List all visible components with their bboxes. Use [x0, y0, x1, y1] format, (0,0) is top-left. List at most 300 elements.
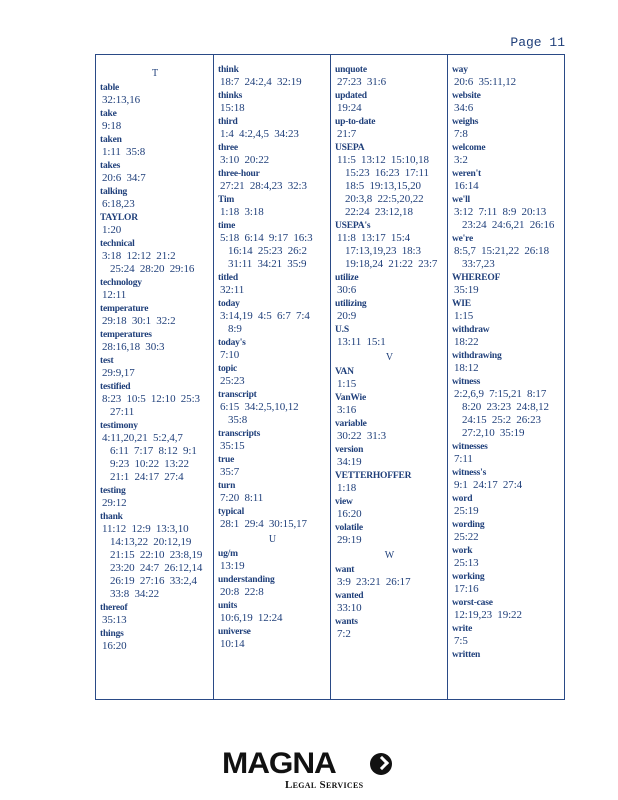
reference-line: 3:9 23:21 26:17: [337, 576, 411, 588]
index-term: ug/m: [218, 549, 238, 559]
reference-line: 6:18,23: [102, 198, 135, 210]
index-term: wanted: [335, 591, 364, 601]
page-line-references: [448, 128, 566, 141]
reference-line: 7:8: [454, 128, 468, 140]
reference-line: 28:1 29:4 30:15,17: [220, 518, 307, 530]
index-entry: [214, 601, 331, 625]
index-entry: [214, 455, 331, 479]
index-entry: [448, 195, 566, 232]
reference-line: 20:8 22:8: [220, 586, 264, 598]
index-entry: [448, 598, 566, 622]
reference-line: 8:23 10:5 12:10 25:3: [102, 393, 200, 405]
index-entry: [448, 546, 566, 570]
page-line-references: [448, 531, 566, 544]
reference-line: 1:4 4:2,4,5 34:23: [220, 128, 299, 140]
index-entry: [96, 356, 214, 380]
reference-line: 20:6 34:7: [102, 172, 146, 184]
reference-line: 21:1 24:17 27:4: [110, 471, 184, 483]
reference-line: 15:18: [220, 102, 245, 114]
index-entry: [331, 273, 448, 297]
index-term: titled: [218, 273, 238, 283]
index-term: utilize: [335, 273, 359, 283]
reference-line: 33:10: [337, 602, 362, 614]
index-term: variable: [335, 419, 367, 429]
reference-line: 29:18 30:1 32:2: [102, 315, 176, 327]
reference-line: 13:11 15:1: [337, 336, 386, 348]
page-line-references: [96, 367, 214, 380]
page-line-references: [448, 102, 566, 115]
page-line-references: [331, 154, 448, 219]
index-term: typical: [218, 507, 245, 517]
reference-line: 3:18 12:12 21:2: [102, 250, 176, 262]
reference-line: 27:2,10 35:19: [462, 427, 525, 439]
reference-line: 7:20 8:11: [220, 492, 264, 504]
index-entry: [214, 338, 331, 362]
index-entry: [214, 627, 331, 651]
reference-line: 31:11 34:21 35:9: [228, 258, 307, 270]
index-term: witness: [452, 377, 481, 387]
reference-line: 3:2: [454, 154, 468, 166]
index-term: three: [218, 143, 238, 153]
index-term: things: [100, 629, 124, 639]
index-term: talking: [100, 187, 128, 197]
index-term: worst-case: [452, 598, 493, 608]
index-entry: [331, 393, 448, 417]
reference-line: 18:5 19:13,15,20: [345, 180, 421, 192]
arrow-circle-icon: [370, 753, 392, 775]
page-line-references: [331, 102, 448, 115]
reference-line: 9:1 24:17 27:4: [454, 479, 523, 491]
index-term: transcripts: [218, 429, 261, 439]
index-term: U.S: [335, 325, 349, 335]
index-term: version: [335, 445, 364, 455]
page-line-references: [214, 180, 331, 193]
index-entry: [331, 143, 448, 219]
index-entry: [331, 325, 448, 349]
page-line-references: [331, 284, 448, 297]
index-term: weighs: [452, 117, 479, 127]
reference-line: 8:5,7 15:21,22 26:18: [454, 245, 549, 257]
index-column-1: [96, 55, 214, 699]
reference-line: 9:18: [102, 120, 122, 132]
index-entry: [448, 624, 566, 648]
index-term: temperatures: [100, 330, 152, 340]
index-entry: [448, 442, 566, 466]
index-entry: [96, 330, 214, 354]
index-entry: [96, 161, 214, 185]
reference-line: 11:8 13:17 15:4: [337, 232, 411, 244]
index-term: time: [218, 221, 236, 231]
index-entry: [448, 299, 566, 323]
reference-line: 27:21 28:4,23 32:3: [220, 180, 307, 192]
index-term: third: [218, 117, 238, 127]
reference-line: 12:19,23 19:22: [454, 609, 522, 621]
index-entry: [331, 565, 448, 589]
reference-line: 26:19 27:16 33:2,4: [110, 575, 197, 587]
reference-line: 16:20: [337, 508, 362, 520]
index-term: technical: [100, 239, 135, 249]
page-line-references: [448, 245, 566, 271]
index-term: we'll: [452, 195, 470, 205]
index-term: way: [452, 65, 468, 75]
reference-line: 18:7 24:2,4 32:19: [220, 76, 302, 88]
reference-line: 20:9: [337, 310, 357, 322]
logo-subtitle: Legal Services: [285, 779, 364, 791]
index-entry: [96, 278, 214, 302]
page-line-references: [331, 534, 448, 547]
page-line-references: [331, 456, 448, 469]
index-entry: [214, 117, 331, 141]
page-line-references: [448, 154, 566, 167]
page-line-references: [96, 172, 214, 185]
reference-line: 2:2,6,9 7:15,21 8:17: [454, 388, 547, 400]
page-line-references: [331, 430, 448, 443]
reference-line: 35:19: [454, 284, 479, 296]
page-line-references: [331, 310, 448, 323]
reference-line: 10:14: [220, 638, 245, 650]
page-line-references: [448, 635, 566, 648]
index-term: want: [335, 565, 355, 575]
index-term: takes: [100, 161, 121, 171]
index-entry: [214, 481, 331, 505]
index-term: withdrawing: [452, 351, 502, 361]
reference-line: 3:10 20:22: [220, 154, 270, 166]
reference-line: 1:18: [337, 482, 357, 494]
reference-line: 33:7,23: [462, 258, 495, 270]
index-entry: [96, 486, 214, 510]
index-term: Tim: [218, 195, 235, 205]
page-line-references: [448, 310, 566, 323]
reference-line: 18:22: [454, 336, 479, 348]
page-line-references: [448, 505, 566, 518]
reference-line: 23:24 24:6,21 26:16: [462, 219, 555, 231]
index-entry: [214, 65, 331, 89]
page-line-references: [214, 310, 331, 336]
reference-line: 30:22 31:3: [337, 430, 387, 442]
page-line-references: [214, 232, 331, 271]
page-line-references: [96, 640, 214, 653]
index-entry: [214, 195, 331, 219]
reference-line: 29:12: [102, 497, 127, 509]
reference-line: 4:11,20,21 5:2,4,7: [102, 432, 183, 444]
reference-line: 35:15: [220, 440, 245, 452]
index-entry: [214, 169, 331, 193]
index-term: today: [218, 299, 240, 309]
index-term: three-hour: [218, 169, 260, 179]
reference-line: 27:23 31:6: [337, 76, 387, 88]
reference-line: 11:12 12:9 13:3,10: [102, 523, 189, 535]
reference-line: 35:7: [220, 466, 240, 478]
reference-line: 3:14,19 4:5 6:7 7:4: [220, 310, 310, 322]
section-letter: W: [384, 550, 395, 561]
index-entry: [448, 650, 566, 661]
section-letter: V: [385, 352, 394, 363]
reference-line: 16:20: [102, 640, 127, 652]
index-entry: [214, 299, 331, 336]
reference-line: 25:13: [454, 557, 479, 569]
index-term: technology: [100, 278, 142, 288]
reference-line: 9:23 10:22 13:22: [110, 458, 189, 470]
page-line-references: [331, 378, 448, 391]
index-term: wording: [452, 520, 485, 530]
reference-line: 8:9: [228, 323, 242, 335]
index-entry: [96, 239, 214, 276]
page-line-references: [214, 518, 331, 531]
page-line-references: [331, 602, 448, 615]
page-line-references: [448, 388, 566, 440]
page-line-references: [96, 497, 214, 510]
reference-line: 18:12: [454, 362, 479, 374]
index-term: turn: [218, 481, 236, 491]
index-entry: [448, 169, 566, 193]
reference-line: 34:19: [337, 456, 362, 468]
index-column-2: [214, 55, 331, 699]
index-term: TAYLOR: [100, 213, 138, 223]
page-line-references: [214, 206, 331, 219]
reference-line: 35:8: [228, 414, 248, 426]
page-line-references: [214, 102, 331, 115]
index-entry: [331, 497, 448, 521]
reference-line: 3:12 7:11 8:9 20:13: [454, 206, 547, 218]
index-entry: [96, 213, 214, 237]
index-entry: [331, 445, 448, 469]
index-entry: [96, 421, 214, 484]
index-entry: [448, 325, 566, 349]
index-term: topic: [218, 364, 238, 374]
index-entry: [214, 507, 331, 531]
page-line-references: [214, 128, 331, 141]
index-term: we're: [452, 234, 473, 244]
index-entry: [214, 429, 331, 453]
index-entry: [448, 520, 566, 544]
page-line-references: [96, 432, 214, 484]
reference-line: 33:8 34:22: [110, 588, 160, 600]
page-line-references: [448, 479, 566, 492]
index-term: true: [218, 455, 235, 465]
reference-line: 32:13,16: [102, 94, 141, 106]
index-entry: [331, 221, 448, 271]
reference-line: 32:11: [220, 284, 245, 296]
page-line-references: [331, 576, 448, 589]
index-entry: [96, 187, 214, 211]
index-entry: [331, 367, 448, 391]
reference-line: 7:11: [454, 453, 473, 465]
page-line-references: [96, 393, 214, 419]
index-term: WIE: [452, 299, 471, 309]
index-term: transcript: [218, 390, 257, 400]
page-line-references: [214, 466, 331, 479]
page-line-references: [448, 284, 566, 297]
reference-line: 1:20: [102, 224, 122, 236]
section-letter: T: [151, 68, 159, 79]
section-letter: U: [268, 534, 277, 545]
index-term: understanding: [218, 575, 275, 585]
index-entry: [331, 65, 448, 89]
index-term: thereof: [100, 603, 128, 613]
index-entry: [214, 364, 331, 388]
index-column-3: [331, 55, 448, 699]
index-entry: [214, 575, 331, 599]
index-entry: [331, 91, 448, 115]
page-line-references: [96, 198, 214, 211]
reference-line: 23:20 24:7 26:12,14: [110, 562, 203, 574]
word-index-table: [95, 54, 565, 700]
index-entry: [331, 117, 448, 141]
index-term: USEPA: [335, 143, 365, 153]
index-term: thinks: [218, 91, 243, 101]
reference-line: 19:24: [337, 102, 362, 114]
page-line-references: [448, 362, 566, 375]
index-entry: [96, 304, 214, 328]
index-entry: [96, 382, 214, 419]
index-entry: [96, 512, 214, 601]
page-line-references: [214, 349, 331, 362]
index-term: written: [452, 650, 481, 660]
index-entry: [448, 572, 566, 596]
index-term: working: [452, 572, 485, 582]
page-line-references: [214, 440, 331, 453]
reference-line: 7:5: [454, 635, 468, 647]
page-line-references: [331, 232, 448, 271]
page-line-references: [331, 76, 448, 89]
reference-line: 1:11 35:8: [102, 146, 146, 158]
reference-line: 11:5 13:12 15:10,18: [337, 154, 429, 166]
reference-line: 21:15 22:10 23:8,19: [110, 549, 203, 561]
reference-line: 19:18,24 21:22 23:7: [345, 258, 438, 270]
index-entry: [96, 629, 214, 653]
index-term: testing: [100, 486, 126, 496]
page-line-references: [96, 120, 214, 133]
page-line-references: [331, 508, 448, 521]
reference-line: 34:6: [454, 102, 474, 114]
reference-line: 12:11: [102, 289, 127, 301]
page-line-references: [448, 336, 566, 349]
index-entry: [96, 603, 214, 627]
index-term: write: [452, 624, 473, 634]
index-entry: [214, 143, 331, 167]
index-term: table: [100, 83, 120, 93]
reference-line: 25:24 28:20 29:16: [110, 263, 195, 275]
reference-line: 17:16: [454, 583, 479, 595]
index-entry: [331, 471, 448, 495]
index-column-4: [448, 55, 566, 699]
magna-logo: [222, 748, 394, 792]
index-entry: [331, 299, 448, 323]
page-line-references: [214, 612, 331, 625]
reference-line: 30:6: [337, 284, 357, 296]
reference-line: 20:6 35:11,12: [454, 76, 517, 88]
page-line-references: [331, 482, 448, 495]
index-term: test: [100, 356, 114, 366]
page-line-references: [96, 523, 214, 601]
index-term: taken: [100, 135, 122, 145]
index-term: weren't: [452, 169, 482, 179]
index-entry: [331, 523, 448, 547]
reference-line: 20:3,8 22:5,20,22: [345, 193, 424, 205]
index-term: units: [218, 601, 238, 611]
index-entry: [214, 221, 331, 271]
index-entry: [331, 617, 448, 641]
page-line-references: [214, 586, 331, 599]
page-line-references: [331, 128, 448, 141]
index-entry: [448, 351, 566, 375]
index-term: VAN: [335, 367, 354, 377]
index-term: volatile: [335, 523, 363, 533]
index-entry: [448, 143, 566, 167]
index-term: testimony: [100, 421, 138, 431]
page-number: Page 11: [510, 35, 565, 50]
page-line-references: [96, 614, 214, 627]
page-line-references: [96, 94, 214, 107]
reference-line: 16:14: [454, 180, 479, 192]
logo-wordmark: MAGNA: [222, 747, 336, 780]
index-term: think: [218, 65, 239, 75]
index-term: testified: [100, 382, 131, 392]
page-line-references: [448, 609, 566, 622]
index-term: witnesses: [452, 442, 488, 452]
index-entry: [214, 273, 331, 297]
reference-line: 6:11 7:17 8:12 9:1: [110, 445, 197, 457]
reference-line: 35:13: [102, 614, 127, 626]
reference-line: 25:23: [220, 375, 245, 387]
index-term: WHEREOF: [452, 273, 501, 283]
index-term: withdraw: [452, 325, 490, 335]
page-line-references: [448, 557, 566, 570]
reference-line: 13:19: [220, 560, 245, 572]
index-entry: [448, 273, 566, 297]
page-line-references: [214, 76, 331, 89]
page-line-references: [96, 315, 214, 328]
index-term: word: [452, 494, 473, 504]
index-term: universe: [218, 627, 251, 637]
index-entry: [331, 591, 448, 615]
index-term: up-to-date: [335, 117, 376, 127]
index-entry: [448, 494, 566, 518]
index-term: VETTERHOFFER: [335, 471, 412, 481]
index-term: take: [100, 109, 117, 119]
reference-line: 16:14 25:23 26:2: [228, 245, 307, 257]
page-line-references: [214, 154, 331, 167]
reference-line: 28:16,18 30:3: [102, 341, 165, 353]
reference-line: 29:9,17: [102, 367, 135, 379]
reference-line: 14:13,22 20:12,19: [110, 536, 192, 548]
reference-line: 3:16: [337, 404, 357, 416]
page-line-references: [448, 206, 566, 232]
reference-line: 7:2: [337, 628, 351, 640]
page-line-references: [96, 289, 214, 302]
reference-line: 1:18 3:18: [220, 206, 264, 218]
reference-line: 8:20 23:23 24:8,12: [462, 401, 549, 413]
page-line-references: [331, 628, 448, 641]
reference-line: 25:19: [454, 505, 479, 517]
index-term: utilizing: [335, 299, 367, 309]
reference-line: 24:15 25:2 26:23: [462, 414, 541, 426]
index-entry: [96, 135, 214, 159]
page-line-references: [96, 146, 214, 159]
page-line-references: [214, 560, 331, 573]
page-line-references: [214, 401, 331, 427]
index-entry: [448, 468, 566, 492]
page-line-references: [331, 404, 448, 417]
index-entry: [448, 65, 566, 89]
index-entry: [214, 390, 331, 427]
index-entry: [448, 117, 566, 141]
index-entry: [448, 234, 566, 271]
index-term: updated: [335, 91, 367, 101]
index-term: USEPA's: [335, 221, 371, 231]
reference-line: 15:23 16:23 17:11: [345, 167, 429, 179]
reference-line: 22:24 23:12,18: [345, 206, 413, 218]
